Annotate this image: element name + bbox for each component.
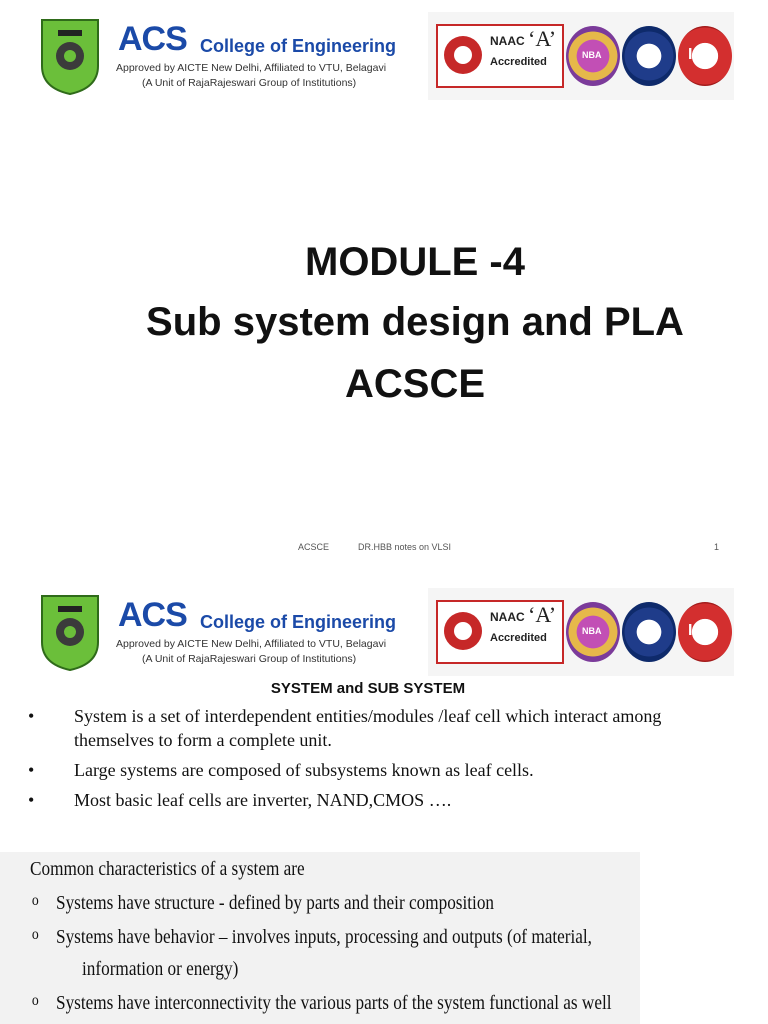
module-college: ACSCE: [344, 362, 486, 406]
section-title: SYSTEM and SUB SYSTEM: [270, 680, 466, 697]
approval-text: Approved by AICTE New Delhi, Affiliated to VTU, Belagavi: [116, 638, 387, 650]
naac-grade: ‘A’: [528, 602, 557, 627]
naac-label: NAAC: [490, 34, 525, 48]
college-crest-icon: [40, 592, 100, 672]
eagle-seal-icon: [622, 602, 676, 662]
module-subtitle: Sub system design and PLA: [146, 300, 684, 344]
nba-seal-icon: [566, 26, 620, 86]
college-name: College of Engineering: [200, 612, 397, 632]
college-banner: [38, 12, 736, 104]
scan-item: o Systems have behavior – involves inputs, processing and outputs (of material,: [56, 926, 592, 949]
page-number: 1: [714, 542, 720, 552]
accreditation-badges: [428, 588, 734, 676]
scan-item: o Systems have interconnectivity the various parts of the system functional as well: [56, 992, 612, 1015]
approval-text: Approved by AICTE New Delhi, Affiliated to VTU, Belagavi: [116, 62, 387, 74]
college-name: College of Engineering: [200, 36, 397, 56]
footer-center: DR.HBB notes on VLSI: [358, 542, 452, 552]
unit-text: (A Unit of RajaRajeswari Group of Institutions): [142, 653, 357, 665]
module-title: MODULE -4: [305, 240, 525, 284]
naac-status: Accredited: [490, 632, 547, 644]
iso-seal-icon: [678, 602, 732, 662]
naac-emblem-icon: [444, 612, 482, 650]
college-acronym: ACS: [118, 20, 187, 58]
content-slide: [0, 576, 768, 1024]
bullet-item: • System is a set of interdependent entities/modules /leaf cell which interact among themselves to form a complete unit.: [28, 704, 740, 752]
scan-heading: Common characteristics of a system are: [30, 858, 305, 880]
footer-left: ACSCE: [298, 542, 330, 552]
eagle-seal-icon: [622, 26, 676, 86]
bullet-list: [28, 704, 740, 818]
scan-item-continuation: information or energy): [82, 958, 239, 980]
college-acronym: ACS: [118, 596, 187, 634]
bullet-item: • Most basic leaf cells are inverter, NAND,CMOS ….: [28, 788, 740, 812]
naac-grade: ‘A’: [528, 26, 557, 51]
accreditation-badges: [428, 12, 734, 100]
naac-emblem-icon: [444, 36, 482, 74]
naac-status: Accredited: [490, 56, 547, 68]
nba-label: NBA: [582, 626, 602, 636]
iso-seal-icon: [678, 26, 732, 86]
scanned-text-image: [0, 852, 640, 1024]
college-banner: [38, 588, 736, 680]
iso-label: ISO: [688, 622, 716, 639]
iso-label: ISO: [688, 46, 716, 63]
nba-label: NBA: [582, 50, 602, 60]
nba-seal-icon: [566, 602, 620, 662]
unit-text: (A Unit of RajaRajeswari Group of Institutions): [142, 77, 357, 89]
scan-item: o Systems have structure - defined by parts and their composition: [56, 892, 494, 915]
naac-badge: [436, 600, 564, 664]
college-crest-icon: [40, 16, 100, 96]
bullet-item: • Large systems are composed of subsystems known as leaf cells.: [28, 758, 740, 782]
naac-badge: [436, 24, 564, 88]
naac-label: NAAC: [490, 610, 525, 624]
